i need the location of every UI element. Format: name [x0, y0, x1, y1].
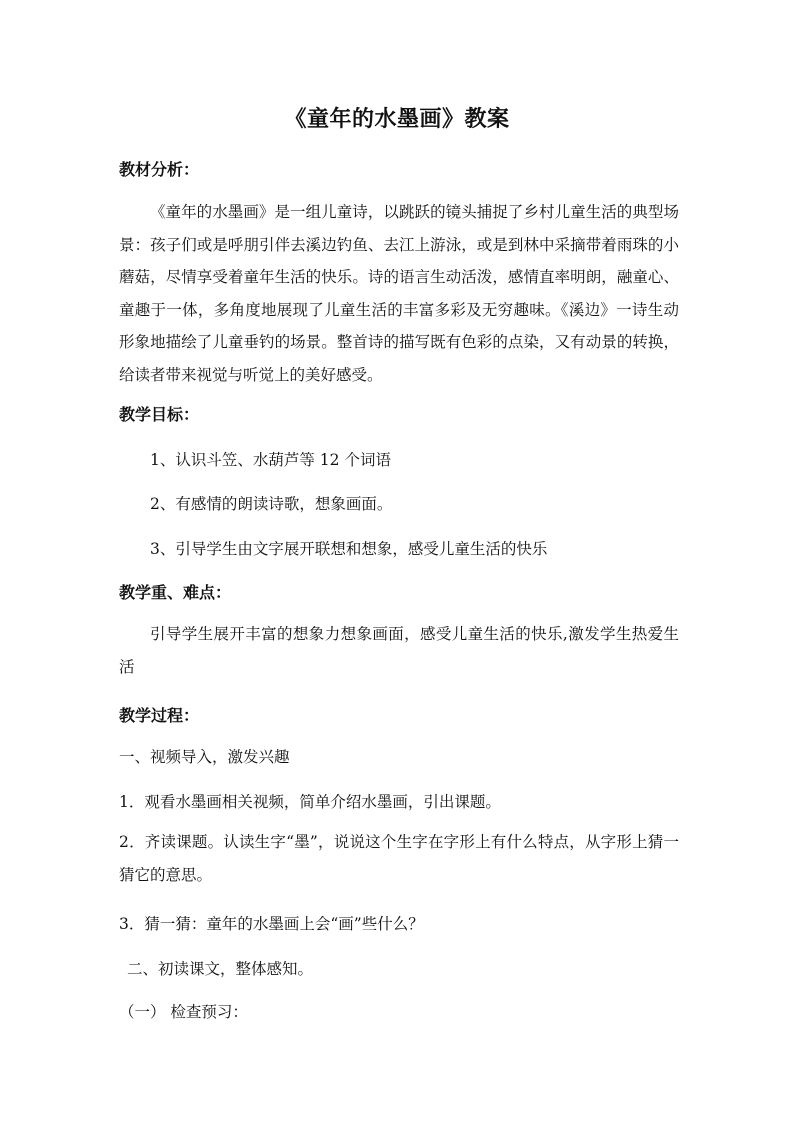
goals-heading: 教学目标：	[119, 405, 200, 424]
process-heading: 教学过程：	[119, 706, 200, 725]
process-line-1: 一、视频导入，激发兴趣	[119, 748, 290, 766]
process-line-3: 2．齐读课题。认读生字“墨”，说说这个生字在字形上有什么特点，从字形上猜一猜它的意思。	[119, 833, 679, 884]
process-line-4: 3．猜一猜：童年的水墨画上会“画”些什么？	[119, 915, 424, 933]
document-title: 《童年的水墨画》教案	[284, 106, 510, 132]
process-line-2: 1．观看水墨画相关视频，简单介绍水墨画，引出课题。	[119, 793, 501, 811]
process-line-5: 二、初读课文，整体感知。	[127, 960, 314, 978]
goal-item-3: 3、引导学生由文字展开联想和想象，感受儿童生活的快乐	[150, 540, 548, 558]
goal-item-2: 2、有感情的朗读诗歌，想象画面。	[150, 495, 393, 513]
goal-item-1: 1、认识斗笠、水葫芦等 12 个词语	[150, 451, 391, 469]
key-points-heading: 教学重、难点：	[119, 583, 232, 602]
analysis-paragraph: 《童年的水墨画》是一组儿童诗，以跳跃的镜头捕捉了乡村儿童生活的典型场景：孩子们或是呼朋引伴去溪边钓鱼、去江上游泳，或是到林中采摘带着雨珠的小蘑菇，尽情享受着童年生活的快乐。诗的语言生动活泼，感情直率明朗，融童心、童趣于一体，多角度地展现了儿童生活的丰富多彩及无穷趣味。《溪边》一诗生动形象地描绘了儿童垂钓的场景。整首诗的描写既有色彩的点染，又有动景的转换，给读者带来视觉与听觉上的美好感受。	[119, 203, 679, 384]
process-line-6: （一） 检查预习：	[119, 1003, 248, 1021]
key-points-paragraph: 引导学生展开丰富的想象力想象画面，感受儿童生活的快乐,激发学生热爱生活	[119, 625, 679, 676]
analysis-heading: 教材分析：	[119, 160, 200, 179]
